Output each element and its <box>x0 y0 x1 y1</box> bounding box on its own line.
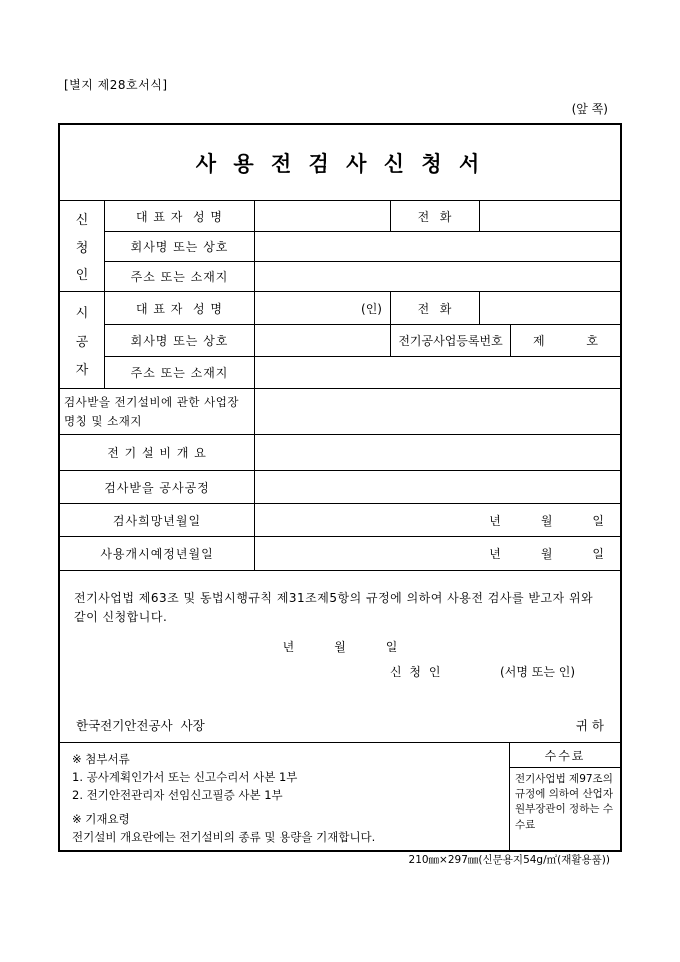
contractor-section-label <box>60 292 105 388</box>
contractor-company-label: 회사명 또는 상호 <box>105 325 255 356</box>
overview-row <box>60 434 620 470</box>
fee-cell <box>509 743 620 850</box>
fee-title: 수수료 <box>510 743 620 768</box>
start-date-label: 사용개시예정년월일 <box>60 537 255 570</box>
applicant-char-2: 청 <box>75 240 89 256</box>
guide-title: ※ 기재요령 <box>72 812 130 827</box>
attachment-item: 1. 공사계획인가서 또는 신고수리서 사본 1부 <box>72 769 298 784</box>
applicant-address-label: 주소 또는 소재지 <box>105 262 255 291</box>
overview-label: 전 기 설 비 개 요 <box>60 435 255 470</box>
contractor-address-label: 주소 또는 소재지 <box>105 357 255 388</box>
declaration-section <box>60 570 620 742</box>
footer-section <box>60 742 620 850</box>
contractor-phone-field[interactable] <box>480 292 620 324</box>
form-title: 사 용 전 검 사 신 청 서 <box>195 151 485 176</box>
desired-date-label: 검사희망년월일 <box>60 504 255 536</box>
attachment-item: 2. 전기안전관리자 선임신고필증 사본 1부 <box>72 787 283 802</box>
contractor-company-row <box>105 324 620 356</box>
applicant-phone-field[interactable] <box>480 201 620 231</box>
applicant-company-label: 회사명 또는 상호 <box>105 232 255 261</box>
applicant-address-row <box>105 261 620 291</box>
page-side-note: (앞 쪽) <box>571 102 608 116</box>
declaration-date-line <box>74 638 606 655</box>
applicant-char-3: 인 <box>75 267 89 283</box>
contractor-address-row <box>105 356 620 388</box>
declaration-body: 전기사업법 제63조 및 동법시행규칙 제31조제5항의 규정에 의하여 사용전 검사를 받고자 위와 같이 신청합니다. <box>74 591 594 624</box>
fee-body: 전기사업법 제97조의 규정에 의하여 산업자원부장관이 정하는 수수료 <box>515 773 613 831</box>
applicant-rep-name-label: 대 표 자 성 명 <box>105 201 255 231</box>
seal-mark: (인) <box>361 301 382 316</box>
process-label: 검사받을 공사공정 <box>60 471 255 503</box>
applicant-rep-name-field[interactable] <box>255 201 390 231</box>
contractor-rep-name-label: 대 표 자 성 명 <box>105 292 255 324</box>
site-row <box>60 388 620 434</box>
applicant-company-field[interactable] <box>255 232 620 261</box>
declaration-sign-line <box>74 663 606 680</box>
license-prefix: 제 <box>533 334 545 348</box>
applicant-section-label <box>60 201 105 291</box>
day-label: 일 <box>592 547 604 561</box>
contractor-char-1: 시 <box>75 305 89 321</box>
month-label: 월 <box>334 640 346 654</box>
year-label: 년 <box>282 640 295 654</box>
site-label: 검사받을 전기설비에 관한 사업장 명칭 및 소재지 <box>60 389 255 434</box>
month-label: 월 <box>540 547 553 561</box>
paper-spec-note: 210㎜×297㎜(신문용지54g/㎡(재활용품)) <box>408 854 610 866</box>
applicant-company-row <box>105 231 620 261</box>
contractor-section <box>60 291 620 388</box>
start-date-field[interactable] <box>255 537 620 570</box>
applicant-rep-row <box>105 201 620 231</box>
day-label: 일 <box>385 640 398 654</box>
contractor-rep-row <box>105 292 620 324</box>
form-reference: [별지 제28호서식] <box>64 78 168 92</box>
applicant-phone-label: 전 화 <box>390 201 480 231</box>
contractor-license-label: 전기공사업등록번호 <box>390 325 510 356</box>
attachments-title: ※ 첨부서류 <box>72 752 130 766</box>
contractor-rep-name-field[interactable] <box>255 292 390 324</box>
contractor-char-2: 공 <box>75 334 89 350</box>
desired-date-row <box>60 503 620 536</box>
honorific: 귀 하 <box>575 718 604 733</box>
contractor-address-field[interactable] <box>255 357 620 388</box>
declaration-applicant-label: 신 청 인 <box>390 665 443 679</box>
notes-cell <box>60 743 509 850</box>
recipient-name: 한국전기안전공사 사장 <box>76 718 205 733</box>
notes-spacer <box>72 804 497 811</box>
year-label: 년 <box>489 547 501 561</box>
contractor-phone-label: 전 화 <box>390 292 480 324</box>
guide-body: 전기설비 개요란에는 전기설비의 종류 및 용량을 기재합니다. <box>72 830 376 845</box>
application-form-table <box>58 123 622 852</box>
declaration-recipient-line <box>74 716 606 734</box>
day-label: 일 <box>592 513 604 528</box>
year-label: 년 <box>489 513 501 528</box>
site-field[interactable] <box>255 389 620 434</box>
applicant-char-1: 신 <box>75 213 89 229</box>
month-label: 월 <box>540 513 553 528</box>
contractor-company-field[interactable] <box>255 325 390 356</box>
contractor-char-3: 자 <box>75 363 89 379</box>
contractor-license-field[interactable] <box>510 325 620 356</box>
applicant-section <box>60 200 620 291</box>
process-row <box>60 470 620 503</box>
license-suffix: 호 <box>586 334 598 348</box>
applicant-address-field[interactable] <box>255 262 620 291</box>
process-field[interactable] <box>255 471 620 503</box>
title-row <box>60 125 620 200</box>
desired-date-field[interactable] <box>255 504 620 536</box>
overview-field[interactable] <box>255 435 620 470</box>
signature-note: (서명 또는 인) <box>500 665 575 679</box>
start-date-row <box>60 536 620 570</box>
